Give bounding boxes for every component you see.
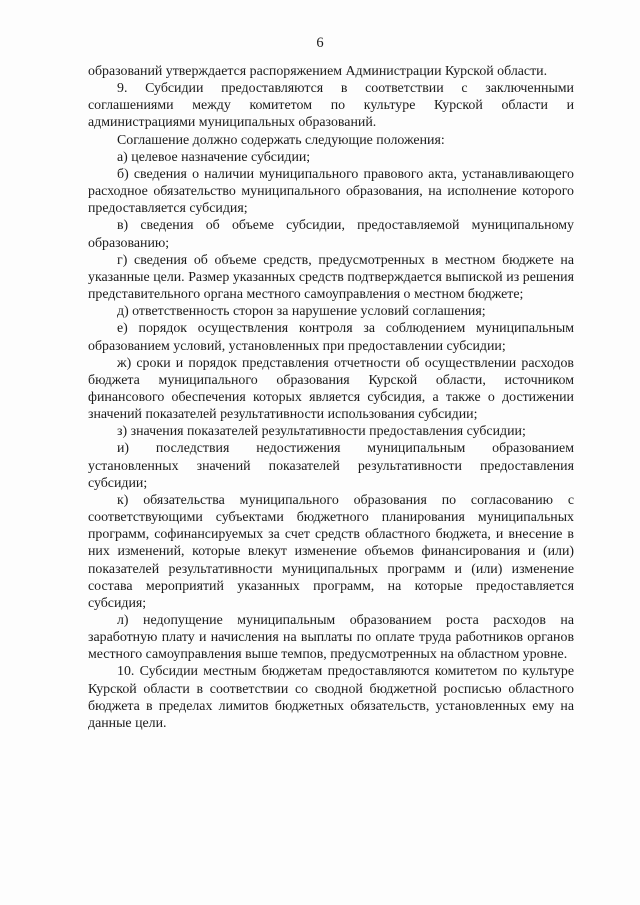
paragraph: 9. Субсидии предоставляются в соответствии с заключенными соглашениями между комитетом по культуре Курской области и администрациями муниципальных образований. bbox=[88, 81, 574, 131]
paragraph: в) сведения об объеме субсидии, предоставляемой муниципальному образованию; bbox=[88, 218, 574, 251]
paragraph: г) сведения об объеме средств, предусмотренных в местном бюджете на указанные цели. Размер указанных средств подтверждается выпиской из решения представительного органа местного самоуправления о местном бюджете; bbox=[88, 252, 574, 303]
paragraph: 10. Субсидии местным бюджетам предоставляются комитетом по культуре Курской области в соответствии со сводной бюджетной росписью областного бюджета в пределах лимитов бюджетных обязательств, установленных ему на данные цели. bbox=[88, 664, 574, 731]
paragraph: а) целевое назначение субсидии; bbox=[117, 149, 311, 165]
page-number: 6 bbox=[316, 35, 324, 51]
paragraph: образований утверждается распоряжением Администрации Курской области. bbox=[88, 64, 548, 79]
paragraph: б) сведения о наличии муниципального правового акта, устанавливающего расходное обязательство муниципального образования, на исполнение которого предоставляется субсидия; bbox=[88, 166, 574, 217]
paragraph: д) ответственность сторон за нарушение условий соглашения; bbox=[117, 304, 486, 320]
paragraph: к) обязательства муниципального образования по согласованию с соответствующими субъектами бюджетного планирования муниципальных программ, софинансируемых за счет средств областного бюджета, и внесение в них изменений, которые влекут изменение объемов финансирования и (или) показателей результативности муниципальных программ и (или) изменение состава мероприятий указанных программ, на которые предоставляется субсидия; bbox=[88, 492, 574, 611]
paragraph: л) недопущение муниципальным образованием роста расходов на заработную плату и начисления на выплаты по оплате труда работников органов местного самоуправления выше темпов, предусмотренных на областном уровне. bbox=[88, 613, 574, 663]
paragraph: з) значения показателей результативности предоставления субсидии; bbox=[117, 424, 526, 440]
document-body bbox=[88, 63, 574, 732]
paragraph: е) порядок осуществления контроля за соблюдением муниципальным образованием условий, установленных при предоставлении субсидии; bbox=[88, 321, 574, 354]
paragraph: ж) сроки и порядок представления отчетности об осуществлении расходов бюджета муниципального образования Курской области, источником финансового обеспечения которых является субсидия, а также о достижении значений показателей результативности использования субсидии; bbox=[88, 355, 574, 423]
paragraph: и) последствия недостижения муниципальным образованием установленных значений показателей результативности предоставления субсидии; bbox=[88, 441, 574, 491]
paragraph: Соглашение должно содержать следующие положения: bbox=[117, 132, 445, 148]
